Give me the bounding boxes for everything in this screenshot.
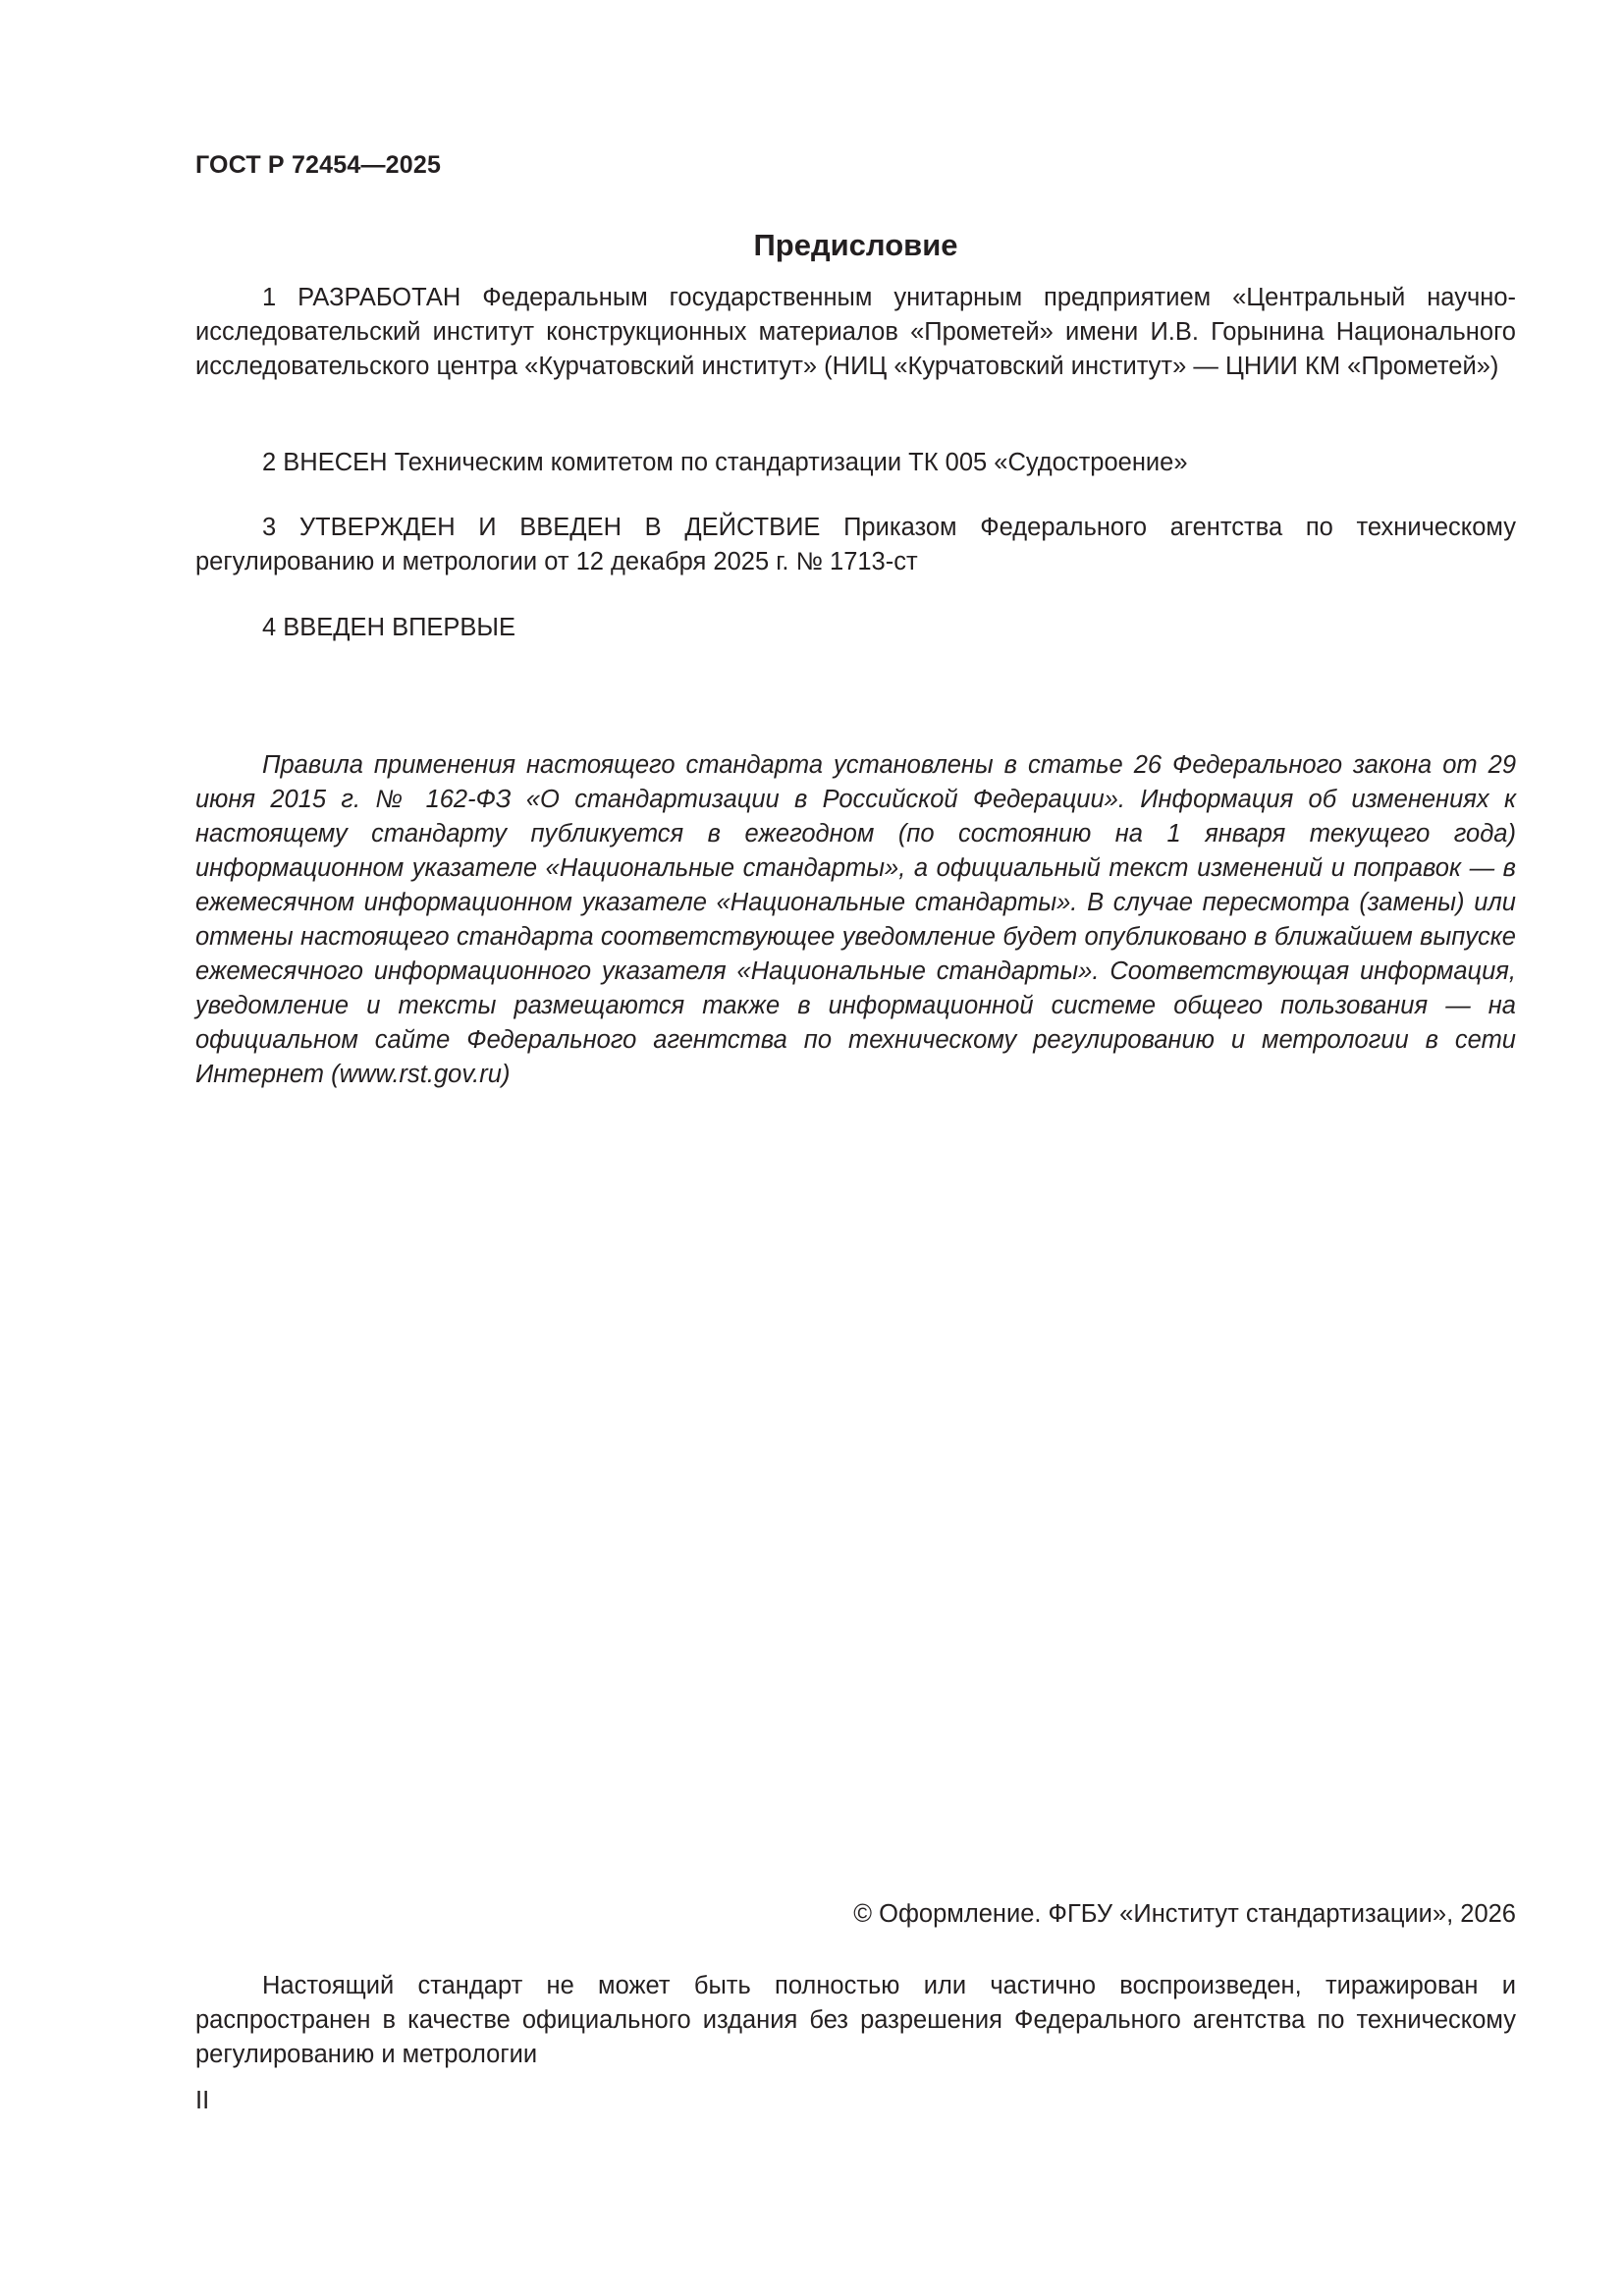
foreword-item-approved: 3 УТВЕРЖДЕН И ВВЕДЕН В ДЕЙСТВИЕ Приказом Федерального агентства по техническому регулированию и метрологии от 12 декабря 2025 г. № 1713-ст bbox=[195, 514, 1516, 575]
foreword-item-developed: 1 РАЗРАБОТАН Федеральным государственным унитарным предприятием «Центральный научно-исследовательский институт конструкционных материалов «Прометей» имени И.В. Горынина Национального исследовательского центра «Курчатовский институт» (НИЦ «Курчатовский институт» — ЦНИИ КМ «Прометей») bbox=[195, 284, 1516, 380]
reproduction-restriction: Настоящий стандарт не может быть полностью или частично воспроизведен, тиражирован и распространен в качестве официального издания без разрешения Федерального агентства по техническому регулированию и метрологии bbox=[195, 1972, 1516, 2068]
page-number: II bbox=[195, 2087, 210, 2114]
copyright-line: © Оформление. ФГБУ «Институт стандартизации», 2026 bbox=[853, 1900, 1516, 1928]
page-title: Предисловие bbox=[753, 228, 958, 262]
foreword-item-introduced: 4 ВВЕДЕН ВПЕРВЫЕ bbox=[262, 614, 516, 641]
foreword-item-submitted: 2 ВНЕСЕН Техническим комитетом по стандартизации ТК 005 «Судостроение» bbox=[262, 449, 1188, 476]
application-rules-notice: Правила применения настоящего стандарта установлены в статье 26 Федерального закона от 29 июня 2015 г. № 162-ФЗ «О стандартизации в Российской Федерации». Информация об изменениях к настоящему стандарту публикуется в ежегодном (по состоянию на 1 января текущего года) информационном указателе «Национальные стандарты», а официальный текст изменений и поправок — в ежемесячном информационном указателе «Национальные стандарты». В случае пересмотра (замены) или отмены настоящего стандарта соответствующее уведомление будет опубликовано в ближайшем выпуске ежемесячного информационного указателя «Национальные стандарты». Соответствующая информация, уведомление и тексты размещаются также в информационной системе общего пользования — на официальном сайте Федерального агентства по техническому регулированию и метрологии в сети Интернет (www.rst.gov.ru) bbox=[195, 751, 1516, 1088]
document-code: ГОСТ Р 72454—2025 bbox=[195, 151, 442, 179]
